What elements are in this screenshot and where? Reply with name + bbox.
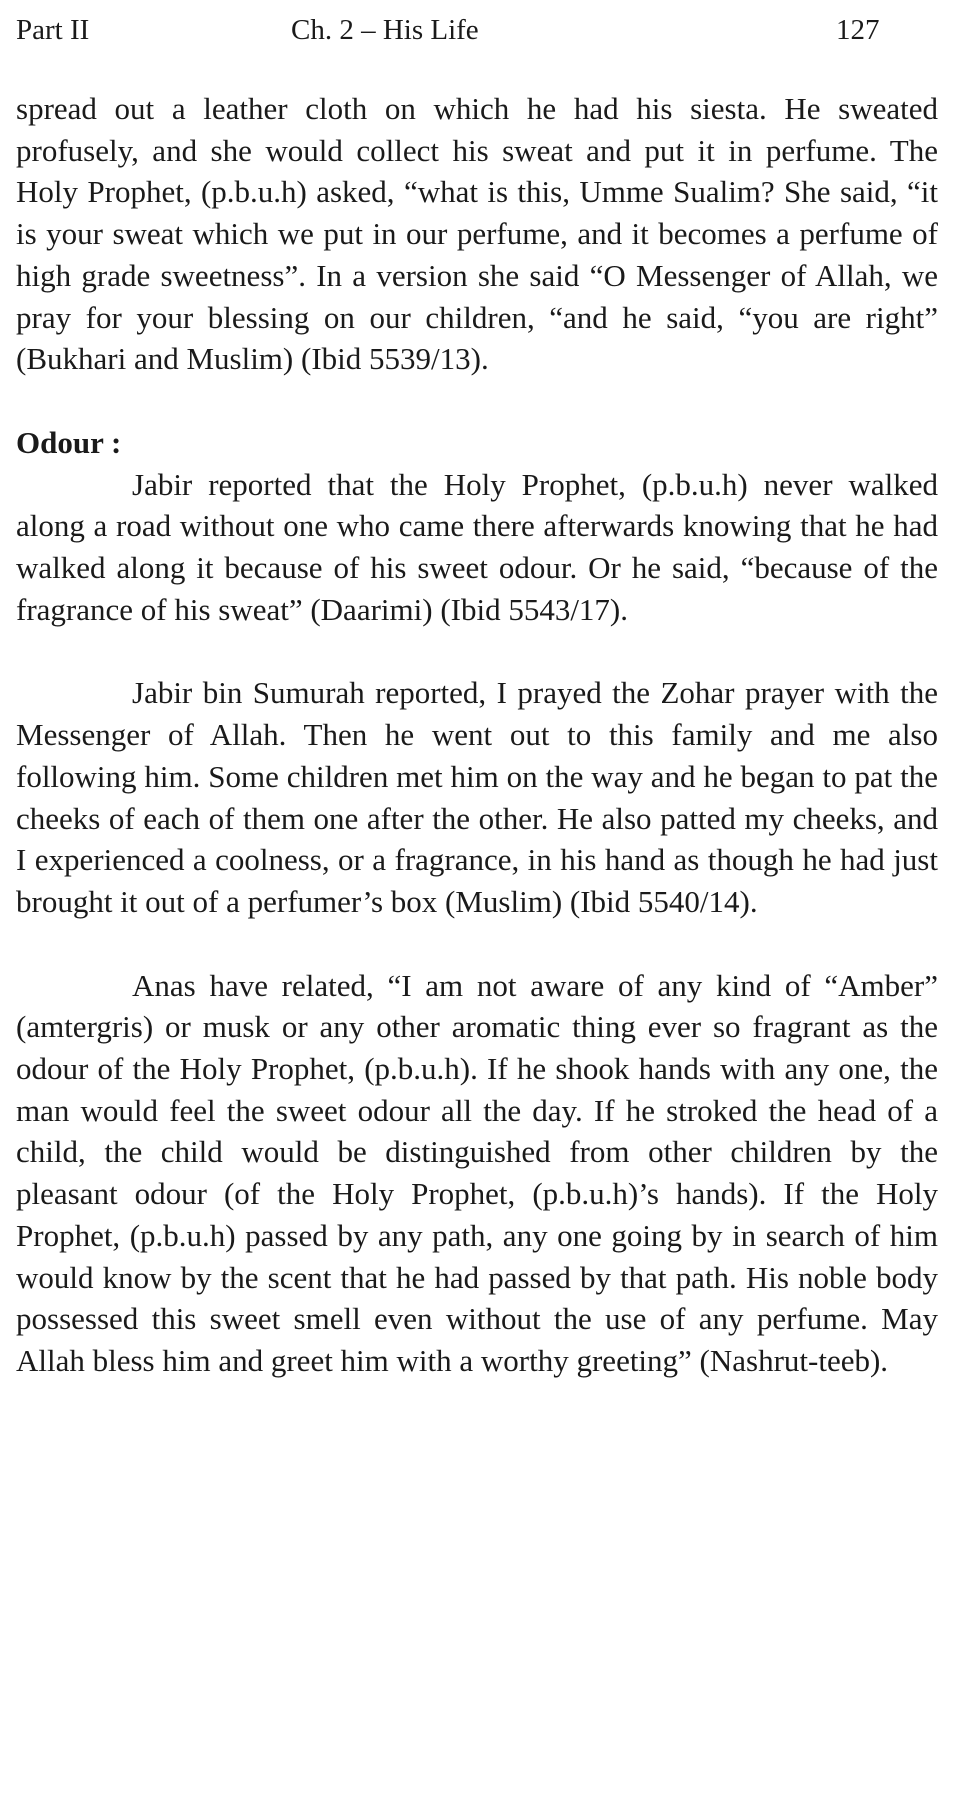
paragraph-spacer — [16, 630, 938, 672]
section-heading-odour: Odour : — [16, 424, 122, 460]
body-text — [16, 88, 938, 1382]
paragraph-continued: spread out a leather cloth on which he had his siesta. He sweated profusely, and she would collect his sweat and put it in perfume. The Holy Prophet, (p.b.u.h) asked, “what is this, Umme Sualim? She said, “it is your sweat which we put in our perfume, and it becomes a perfume of high grade sweetness”. In a version she said “O Messenger of Allah, we pray for your blessing on our children, “and he said, “you are right” (Bukhari and Muslim) (Ibid 5539/13). — [16, 91, 938, 377]
chapter-title: Ch. 2 – His Life — [291, 14, 479, 46]
paragraph-jabir-bin-sumurah: Jabir bin Sumurah reported, I prayed the Zohar prayer with the Messenger of Allah. Then he went out to this family and me also following him. Some children met him on the way and he began to pat the cheeks of each of them one after the other. He also patted my cheeks, and I experienced a coolness, or a fragrance, in his hand as though he had just brought it out of a perfumer’s box (Muslim) (Ibid 5540/14). — [16, 675, 938, 919]
page-number: 127 — [836, 14, 880, 46]
paragraph-anas: Anas have related, “I am not aware of any kind of “Amber” (amtergris) or musk or any other aromatic thing ever so fragrant as the odour of the Holy Prophet, (p.b.u.h). If he shook hands with any one, the man would feel the sweet odour all the day. If he stroked the head of a child, the child would be distinguished from other children by the pleasant odour (of the Holy Prophet, (p.b.u.h)’s hands). If the Holy Prophet, (p.b.u.h) passed by any path, any one going by in search of him would know by the scent that he had passed by that path. His noble body possessed this sweet smell even without the use of any perfume. May Allah bless him and greet him with a worthy greeting” (Nashrut-teeb). — [16, 967, 938, 1378]
part-label: Part II — [16, 14, 90, 46]
paragraph-spacer — [16, 923, 938, 965]
paragraph-jabir: Jabir reported that the Holy Prophet, (p.b.u.h) never walked along a road without one who came there afterwards knowing that he had walked along it because of his sweet odour. Or he said, “because of the fragrance of his sweat” (Daarimi) (Ibid 5543/17). — [16, 466, 938, 627]
running-header — [16, 12, 940, 48]
paragraph-spacer — [16, 380, 938, 422]
